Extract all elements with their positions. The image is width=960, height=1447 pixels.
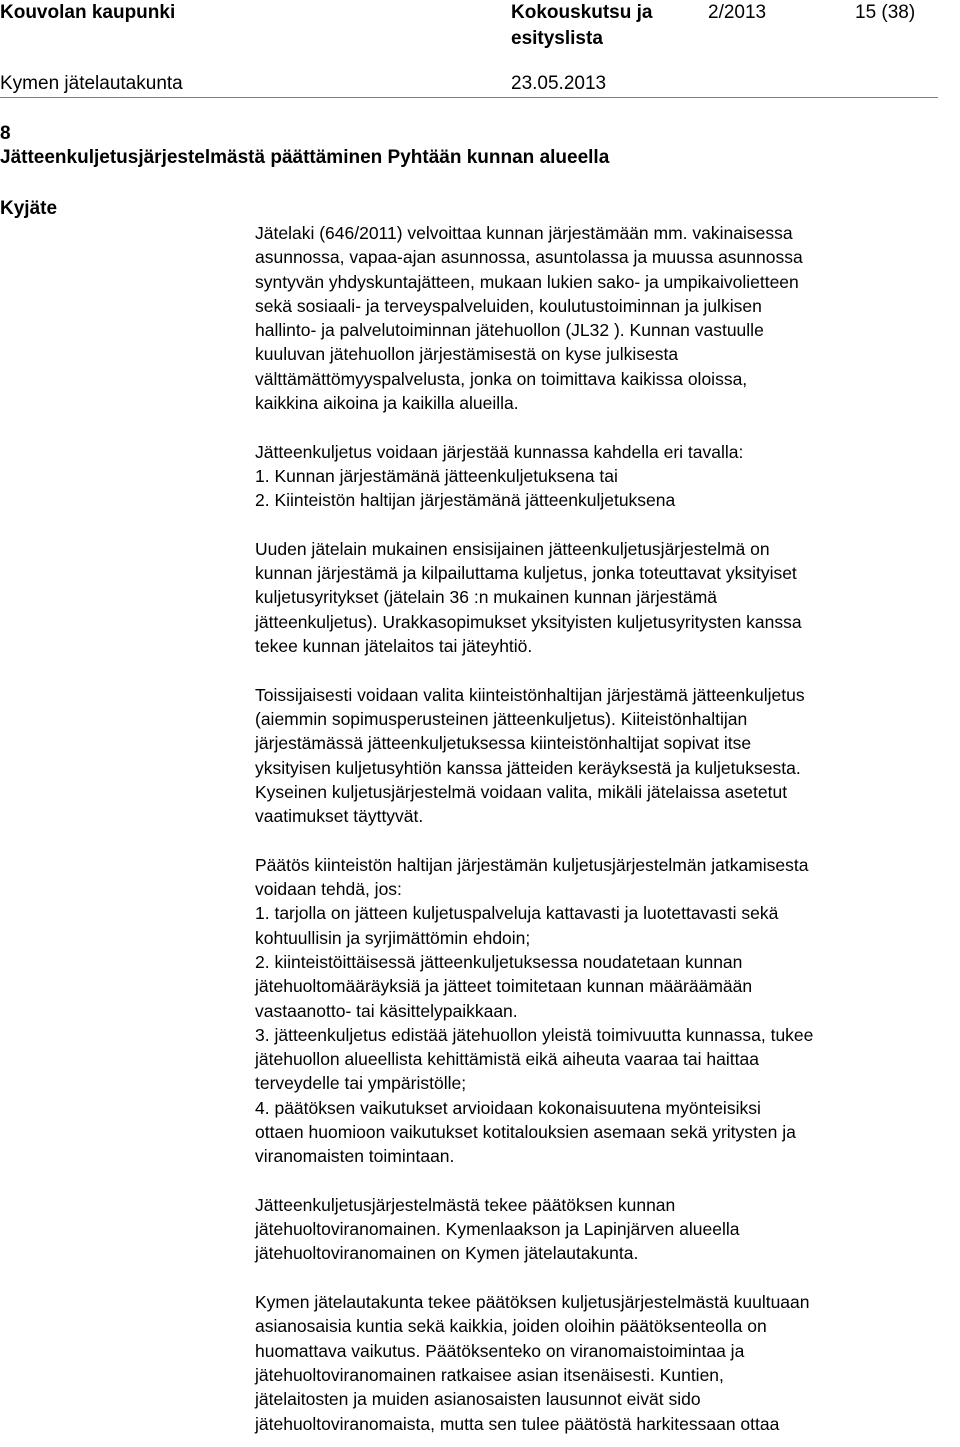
body-paragraph <box>255 1193 950 1266</box>
body-line: (aiemmin sopimusperusteinen jätteenkuljetus). Kiiteistönhaltijan <box>255 708 748 729</box>
body-line: asunnossa, vapaa-ajan asunnossa, asuntolassa ja muussa asunnossa <box>255 247 803 268</box>
body-line: 4. päätöksen vaikutukset arvioidaan kokonaisuutena myönteisiksi <box>255 1097 761 1118</box>
paragraph-gap <box>255 658 950 682</box>
header-committee: Kymen jätelautakunta <box>0 73 183 94</box>
body-line: 1. tarjolla on jätteen kuljetuspalveluja kattavasti ja luotettavasti sekä <box>255 903 779 924</box>
body-line: jätteenkuljetus). Urakkasopimukset yksityisten kuljetusyritysten kanssa <box>255 611 802 632</box>
body-line: Jätteenkuljetus voidaan järjestää kunnassa kahdella eri tavalla: <box>255 441 744 462</box>
body-line: välttämättömyyspalvelusta, jonka on toimittava kaikissa oloissa, <box>255 368 748 389</box>
header-date: 23.05.2013 <box>511 73 607 94</box>
body-line: 1. Kunnan järjestämänä jätteenkuljetuksena tai <box>255 465 618 486</box>
body-line: järjestämässä jätteenkuljetuksessa kiinteistönhaltijat sopivat itse <box>255 733 752 754</box>
body-paragraph <box>255 221 950 415</box>
body-line: jätelaitosten ja muiden asianosaisten lausunnot eivät sido <box>255 1389 701 1410</box>
header-doc-type-line2: esityslista <box>511 28 603 49</box>
body-paragraph <box>255 683 950 829</box>
paragraph-gap <box>255 1266 950 1290</box>
header-meeting-number: 2/2013 <box>708 2 767 23</box>
body-paragraph <box>255 1290 950 1436</box>
body-line: Kyseinen kuljetusjärjestelmä voidaan valita, mikäli jätelaissa asetetut <box>255 781 788 802</box>
document-body <box>255 221 950 1436</box>
body-line: yksityisen kuljetusyhtiön kanssa jätteiden keräyksestä ja kuljetuksesta. <box>255 757 801 778</box>
section-label: Kyjäte <box>0 198 58 219</box>
body-line: Päätös kiinteistön haltijan järjestämän kuljetusjärjestelmän jatkamisesta <box>255 854 809 875</box>
body-paragraph <box>255 853 950 1169</box>
body-line: Uuden jätelain mukainen ensisijainen jätteenkuljetusjärjestelmä on <box>255 538 770 559</box>
header-organization: Kouvolan kaupunki <box>0 2 176 23</box>
body-line: viranomaisten toimintaan. <box>255 1146 455 1167</box>
body-line: jätehuoltoviranomainen on Kymen jätelautakunta. <box>255 1243 639 1264</box>
body-paragraph <box>255 537 950 658</box>
body-line: Kymen jätelautakunta tekee päätöksen kuljetusjärjestelmästä kuultuaan <box>255 1292 810 1313</box>
body-line: kuljetusyritykset (jätelain 36 :n mukainen kunnan järjestämä <box>255 587 718 608</box>
body-line: kohtuullisin ja syrjimättömin ehdoin; <box>255 927 531 948</box>
body-line: vastaanotto- tai käsittelypaikkaan. <box>255 1000 518 1021</box>
body-line: 2. Kiinteistön haltijan järjestämänä jätteenkuljetuksena <box>255 490 676 511</box>
paragraph-gap <box>255 828 950 852</box>
body-line: huomattava vaikutus. Päätöksenteko on viranomaistoimintaa ja <box>255 1340 745 1361</box>
body-line: vaatimukset täyttyvät. <box>255 806 424 827</box>
item-title: Jätteenkuljetusjärjestelmästä päättäminen Pyhtään kunnan alueella <box>0 147 610 168</box>
item-number: 8 <box>0 123 11 144</box>
body-line: terveydelle tai ympäristölle; <box>255 1073 467 1094</box>
paragraph-gap <box>255 415 950 439</box>
header-doc-type-line1: Kokouskutsu ja <box>511 2 653 23</box>
body-line: jätehuoltomääräyksiä ja jätteet toimitetaan kunnan määräämään <box>255 976 753 997</box>
body-line: sekä sosiaali- ja terveyspalveluiden, koulutustoiminnan ja julkisen <box>255 295 762 316</box>
body-line: Toissijaisesti voidaan valita kiinteistönhaltijan järjestämä jätteenkuljetus <box>255 684 805 705</box>
body-line: kunnan järjestämä ja kilpailuttama kuljetus, jonka toteuttavat yksityiset <box>255 563 797 584</box>
body-line: tekee kunnan jätelaitos tai jäteyhtiö. <box>255 636 533 657</box>
body-line: ottaen huomioon vaikutukset kotitalouksien asemaan sekä yritysten ja <box>255 1121 796 1142</box>
body-line: Jätteenkuljetusjärjestelmästä tekee päätöksen kunnan <box>255 1194 676 1215</box>
body-line: hallinto- ja palvelutoiminnan jätehuollon (JL32 ). Kunnan vastuulle <box>255 320 764 341</box>
body-line: 2. kiinteistöittäisessä jätteenkuljetuksessa noudatetaan kunnan <box>255 951 743 972</box>
body-line: asianosaisia kuntia sekä kaikkia, joiden oloihin päätöksenteolla on <box>255 1316 767 1337</box>
body-line: 3. jätteenkuljetus edistää jätehuollon yleistä toimivuutta kunnassa, tukee <box>255 1024 814 1045</box>
paragraph-gap <box>255 1169 950 1193</box>
body-line: jätehuoltoviranomainen. Kymenlaakson ja Lapinjärven alueella <box>255 1219 740 1240</box>
body-line: kuuluvan jätehuollon järjestämisestä on kyse julkisesta <box>255 344 679 365</box>
body-line: voidaan tehdä, jos: <box>255 879 402 900</box>
paragraph-gap <box>255 513 950 537</box>
body-line: jätehuoltoviranomaista, mutta sen tulee päätöstä harkitessaan ottaa <box>255 1413 780 1434</box>
header-divider <box>0 97 938 98</box>
body-line: Jätelaki (646/2011) velvoittaa kunnan järjestämään mm. vakinaisessa <box>255 223 793 243</box>
body-paragraph <box>255 440 950 513</box>
body-line: jätehuollon alueellista kehittämistä eikä aiheuta vaaraa tai haittaa <box>255 1049 759 1070</box>
body-line: jätehuoltoviranomainen ratkaisee asian itsenäisesti. Kuntien, <box>255 1364 724 1385</box>
body-line: kaikkina aikoina ja kaikilla alueilla. <box>255 393 519 414</box>
header-page-number: 15 (38) <box>855 2 916 23</box>
body-line: syntyvän yhdyskuntajätteen, mukaan lukien sako- ja umpikaivolietteen <box>255 271 799 292</box>
